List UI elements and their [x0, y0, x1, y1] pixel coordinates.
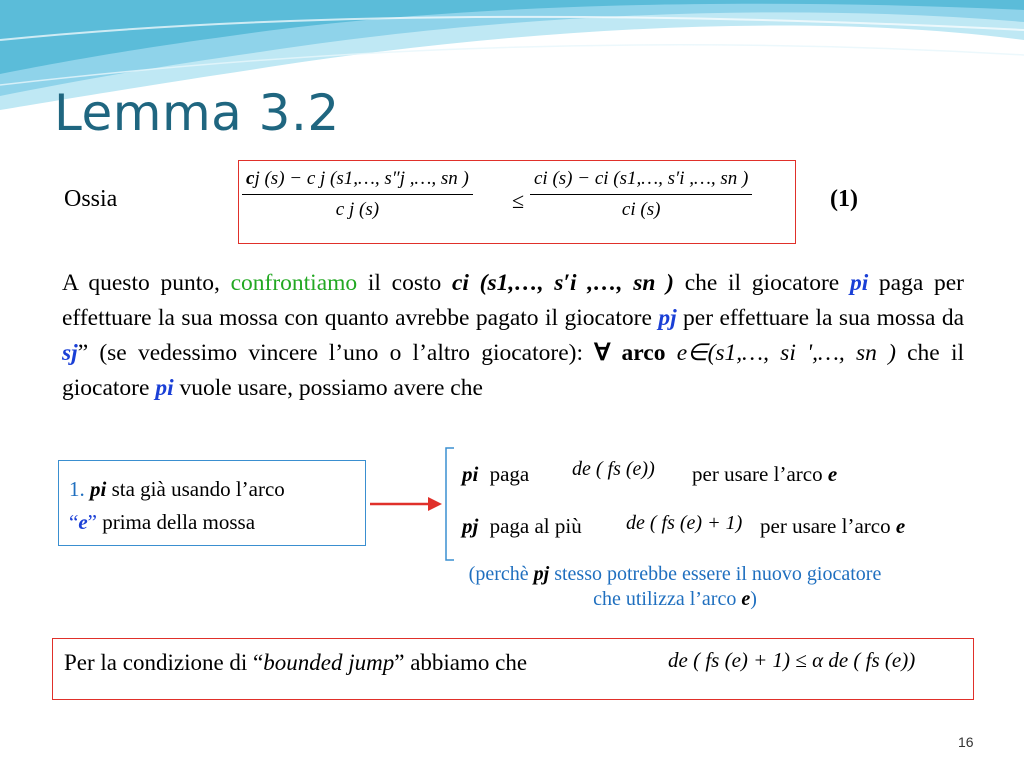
row1-edge-e: e: [827, 462, 838, 486]
note-player-pj: pj: [533, 563, 550, 585]
bounded-jump-term: bounded jump: [263, 650, 395, 675]
condition-text-b: ” abbiamo che: [394, 650, 528, 675]
para-text-5: per effettuare la sua mossa da: [676, 305, 965, 331]
note-text-a: (perchè: [468, 563, 534, 585]
page-number: 16: [958, 734, 974, 750]
para-text-8: vuole usare, possiamo avere che: [173, 375, 483, 401]
ossia-label: Ossia: [64, 186, 118, 212]
note-text-c: ): [750, 588, 757, 610]
cost-formula: ci (s1,…, s′i ,…, sn ): [451, 270, 674, 296]
row1-verb: paga: [489, 462, 530, 486]
row2-edge-e: e: [895, 514, 906, 538]
main-paragraph: [62, 266, 964, 406]
condition-text: [64, 650, 527, 676]
rhs-denominator: ci (s): [621, 199, 661, 220]
note-text-b: stesso potrebbe essere il nuovo giocatore che utilizza l’arco: [549, 563, 882, 610]
row2-formula: de ( fs (e) + 1): [626, 512, 743, 534]
rhs-numerator: ci (s) − ci (s1,…, s′i ,…, sn ): [530, 168, 752, 195]
equation-number: (1): [830, 186, 858, 212]
case-line-1: sta già usando l’arco: [106, 477, 285, 501]
arrow-right-icon: [368, 492, 444, 516]
row2-tail-wrap: [760, 514, 905, 539]
case-row-2: [462, 514, 582, 539]
lhs-numerator-c: c: [246, 168, 255, 189]
case-quote-open: “: [69, 510, 79, 534]
case-edge-e: e: [78, 510, 88, 534]
para-text-3: che il giocatore: [674, 270, 840, 296]
para-text-1: A questo punto,: [62, 270, 231, 296]
rhs-fraction: [530, 168, 752, 221]
lhs-fraction: [242, 168, 473, 221]
row1-tail-wrap: [692, 462, 837, 487]
explanation-note: [455, 562, 895, 612]
inequality-sign: ≤: [512, 188, 525, 213]
condition-formula: de ( fs (e) + 1) ≤ α de ( fs (e)): [668, 648, 916, 672]
row2-tail: per usare l’arco: [760, 514, 891, 538]
strategy-sj: sj: [62, 340, 78, 366]
row1-player: pi: [462, 462, 479, 486]
case-box: [58, 460, 366, 546]
player-pi-2: pi: [155, 375, 174, 401]
row2-verb: paga al più: [489, 514, 582, 538]
para-text-6: ” (se vedessimo vincere l’uno o l’altro giocatore):: [77, 340, 583, 366]
case-player-pi: pi: [90, 477, 107, 501]
edge-set-formula: e∈(s1,…, si ',…, sn ): [676, 340, 896, 366]
row1-formula: de ( fs (e)): [572, 458, 655, 480]
note-edge-e: e: [741, 588, 751, 610]
para-text-2: il costo: [357, 270, 452, 296]
confrontiamo-word: confrontiamo: [230, 270, 358, 296]
case-number: 1.: [69, 477, 85, 501]
condition-text-a: Per la condizione di “: [64, 650, 264, 675]
case-quote-close: ”: [87, 510, 97, 534]
forall-arco: ∀ arco: [594, 340, 666, 366]
para-text-7: che il giocatore: [62, 340, 965, 401]
player-pj: pj: [658, 305, 677, 331]
case-line-2: prima della mossa: [96, 510, 256, 534]
lhs-numerator-text: j (s) − c j (s1,…, s″j ,…, sn ): [254, 168, 469, 189]
lhs-denominator: c j (s): [335, 199, 380, 220]
row2-player: pj: [462, 514, 479, 538]
case-row-1: [462, 462, 529, 487]
player-pi: pi: [849, 270, 869, 296]
slide-title: Lemma 3.2: [54, 84, 340, 142]
row1-tail: per usare l’arco: [692, 462, 823, 486]
lhs-numerator: [242, 168, 473, 195]
left-brace-icon: [440, 446, 458, 564]
para-text-4: paga per effettuare la sua mossa con quanto avrebbe pagato il giocatore: [62, 270, 964, 331]
